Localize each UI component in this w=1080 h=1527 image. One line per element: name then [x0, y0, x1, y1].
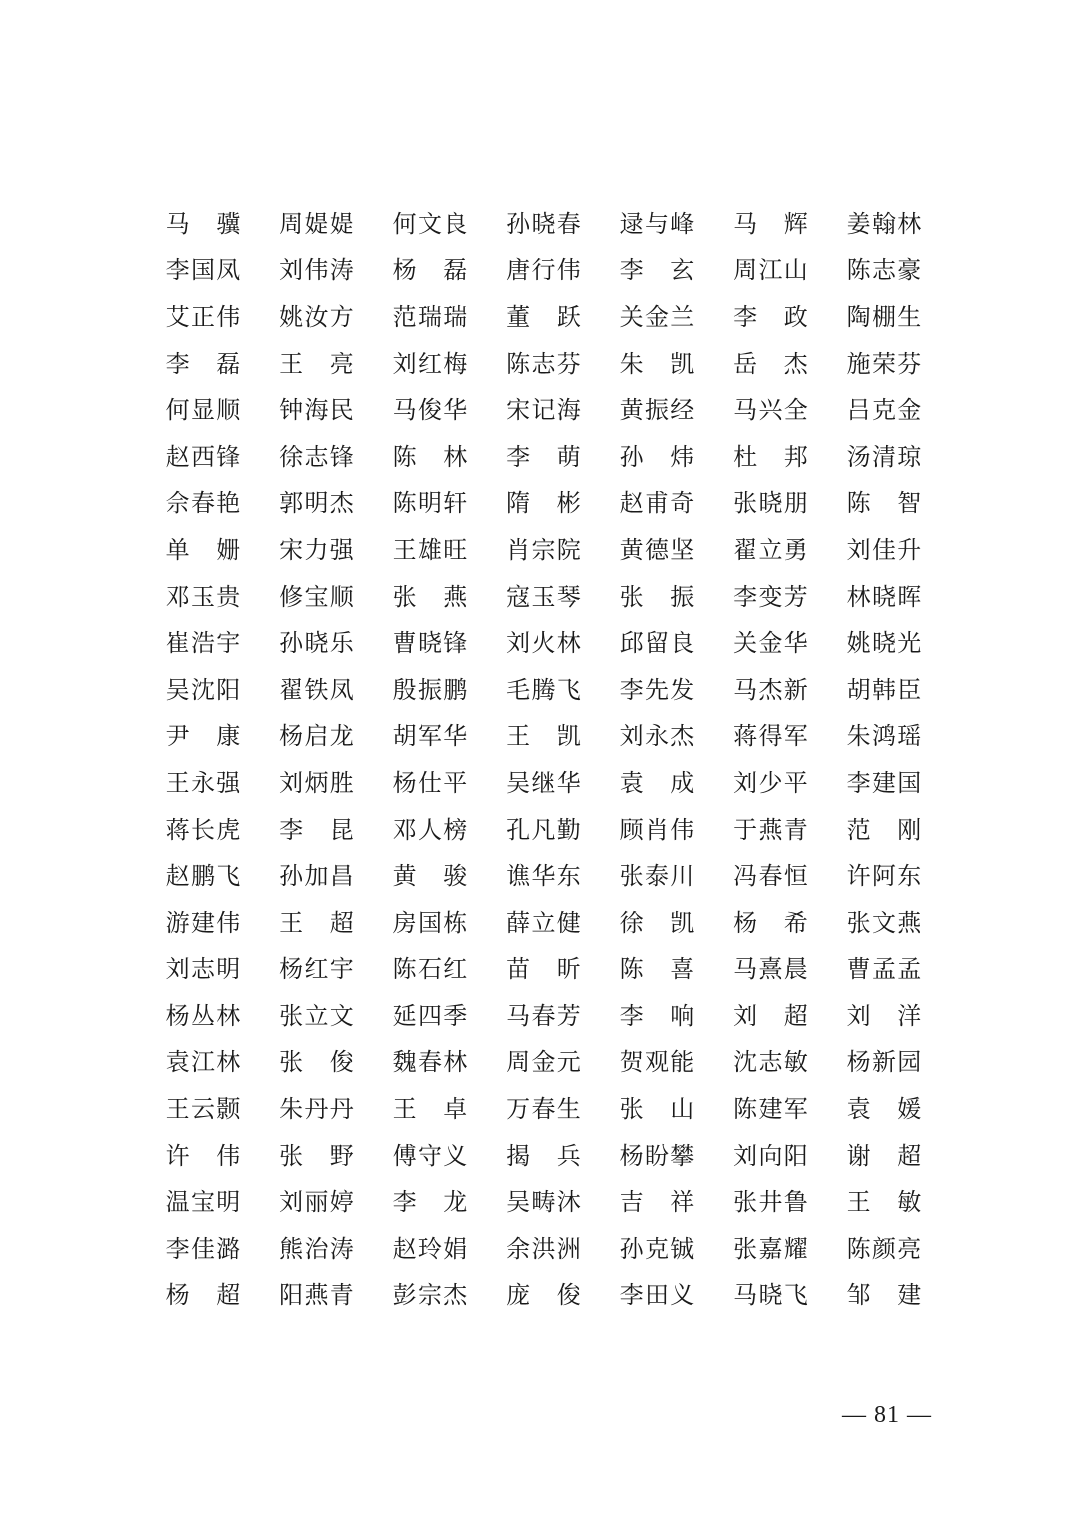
name-cell: 房 国 栋: [392, 908, 468, 937]
name-cell: 关 金 兰: [619, 302, 695, 331]
name-cell: 蒋 长 虎: [165, 815, 241, 844]
name-cell: 李 先 发: [619, 675, 695, 704]
name-cell: 张 泰 川: [619, 862, 695, 891]
name-cell: 袁 媛: [846, 1095, 922, 1124]
name-cell: 杨 新 园: [846, 1048, 922, 1077]
name-row: [165, 804, 925, 851]
name-cell: 沈 志 敏: [733, 1048, 808, 1077]
name-cell: 王 凯: [506, 722, 581, 751]
name-cell: 张 山: [619, 1095, 695, 1124]
name-cell: 范 瑞 瑞: [392, 302, 468, 331]
name-cell: 施 荣 芬: [846, 349, 922, 378]
name-row: [165, 1176, 925, 1223]
name-cell: 吕 克 金: [846, 396, 922, 425]
name-cell: 李 萌: [506, 442, 581, 471]
name-cell: 单 姗: [165, 535, 241, 564]
name-cell: 杨 盼 攀: [619, 1141, 695, 1170]
name-cell: 姜 翰 林: [846, 209, 922, 238]
name-cell: 孙 克 铖: [619, 1234, 695, 1263]
name-cell: 唐 行 伟: [506, 256, 581, 285]
name-cell: 朱 丹 丹: [279, 1095, 354, 1124]
name-cell: 游 建 伟: [165, 908, 241, 937]
name-row: [165, 1223, 925, 1270]
name-cell: 王 敏: [846, 1188, 922, 1217]
name-cell: 薛 立 健: [506, 908, 581, 937]
name-cell: 赵 甫 奇: [619, 489, 695, 518]
name-row: [165, 478, 925, 525]
name-cell: 杨 超: [165, 1281, 241, 1310]
name-cell: 陈 智: [846, 489, 922, 518]
name-cell: 胡 军 华: [392, 722, 468, 751]
name-cell: 张 立 文: [279, 1001, 354, 1030]
name-row: [165, 571, 925, 618]
name-list-grid: [165, 198, 925, 1316]
name-cell: 陈 建 军: [733, 1095, 808, 1124]
name-cell: 杨 磊: [392, 256, 468, 285]
name-row: [165, 245, 925, 292]
name-cell: 刘 红 梅: [392, 349, 468, 378]
name-cell: 顾 肖 伟: [619, 815, 695, 844]
name-cell: 杨 启 龙: [279, 722, 354, 751]
name-cell: 张 俊: [279, 1048, 354, 1077]
name-cell: 孙 加 昌: [279, 862, 354, 891]
name-cell: 吴 继 华: [506, 768, 581, 797]
name-cell: 吴 畴 沐: [506, 1188, 581, 1217]
name-cell: 孔 凡 勤: [506, 815, 581, 844]
name-cell: 关 金 华: [733, 629, 808, 658]
name-cell: 张 振: [619, 582, 695, 611]
name-cell: 李 田 义: [619, 1281, 695, 1310]
name-cell: 李 磊: [165, 349, 241, 378]
name-cell: 刘 洋: [846, 1001, 922, 1030]
name-cell: 谯 华 东: [506, 862, 581, 891]
name-cell: 孙 炜: [619, 442, 695, 471]
name-cell: 王 亮: [279, 349, 354, 378]
name-cell: 朱 鸿 瑶: [846, 722, 922, 751]
name-cell: 董 跃: [506, 302, 581, 331]
name-cell: 蒋 得 军: [733, 722, 808, 751]
name-row: [165, 617, 925, 664]
name-cell: 黄 德 坚: [619, 535, 695, 564]
name-cell: 陈 明 轩: [392, 489, 468, 518]
name-cell: 杨 丛 林: [165, 1001, 241, 1030]
name-cell: 刘 伟 涛: [279, 256, 354, 285]
name-cell: 张 井 鲁: [733, 1188, 808, 1217]
name-cell: 翟 立 勇: [733, 535, 808, 564]
name-cell: 佘 春 艳: [165, 489, 241, 518]
name-cell: 揭 兵: [506, 1141, 581, 1170]
name-cell: 傅 守 义: [392, 1141, 468, 1170]
name-row: [165, 1270, 925, 1317]
name-row: [165, 664, 925, 711]
name-cell: 陈 志 芬: [506, 349, 581, 378]
name-cell: 郭 明 杰: [279, 489, 354, 518]
name-cell: 宋 记 海: [506, 396, 581, 425]
name-row: [165, 291, 925, 338]
name-cell: 汤 清 琼: [846, 442, 922, 471]
name-cell: 岳 杰: [733, 349, 808, 378]
page-number: — 81 —: [842, 1402, 932, 1428]
name-cell: 杨 希: [733, 908, 808, 937]
name-cell: 寇 玉 琴: [506, 582, 581, 611]
name-cell: 彭 宗 杰: [392, 1281, 468, 1310]
name-cell: 黄 骏: [392, 862, 468, 891]
name-cell: 尹 康: [165, 722, 241, 751]
name-cell: 陈 志 豪: [846, 256, 922, 285]
name-cell: 王 云 颢: [165, 1095, 241, 1124]
name-cell: 曹 晓 锋: [392, 629, 468, 658]
name-row: [165, 897, 925, 944]
name-cell: 邓 人 榜: [392, 815, 468, 844]
name-cell: 万 春 生: [506, 1095, 581, 1124]
name-cell: 李 玄: [619, 256, 695, 285]
name-cell: 马 兴 全: [733, 396, 808, 425]
name-cell: 徐 凯: [619, 908, 695, 937]
name-cell: 张 嘉 耀: [733, 1234, 808, 1263]
name-cell: 胡 韩 臣: [846, 675, 922, 704]
name-cell: 徐 志 锋: [279, 442, 354, 471]
name-row: [165, 524, 925, 571]
name-cell: 周 媞 媞: [279, 209, 354, 238]
name-cell: 翟 铁 凤: [279, 675, 354, 704]
name-cell: 隋 彬: [506, 489, 581, 518]
name-row: [165, 944, 925, 991]
name-cell: 陈 喜: [619, 955, 695, 984]
name-cell: 李 建 国: [846, 768, 922, 797]
name-cell: 何 文 良: [392, 209, 468, 238]
name-cell: 刘 超: [733, 1001, 808, 1030]
name-cell: 袁 江 林: [165, 1048, 241, 1077]
name-row: [165, 757, 925, 804]
name-cell: 陶 棚 生: [846, 302, 922, 331]
name-cell: 李 龙: [392, 1188, 468, 1217]
name-cell: 许 伟: [165, 1141, 241, 1170]
name-cell: 陈 颜 亮: [846, 1234, 922, 1263]
name-cell: 马 骥: [165, 209, 241, 238]
name-cell: 吉 祥: [619, 1188, 695, 1217]
name-cell: 阳 燕 青: [279, 1281, 354, 1310]
name-cell: 李 佳 潞: [165, 1234, 241, 1263]
name-cell: 范 刚: [846, 815, 922, 844]
name-cell: 李 国 凤: [165, 256, 241, 285]
name-cell: 吴 沈 阳: [165, 675, 241, 704]
name-cell: 马 杰 新: [733, 675, 808, 704]
name-cell: 邱 留 良: [619, 629, 695, 658]
name-cell: 朱 凯: [619, 349, 695, 378]
name-cell: 熊 治 涛: [279, 1234, 354, 1263]
name-row: [165, 1130, 925, 1177]
name-cell: 刘 佳 升: [846, 535, 922, 564]
name-row: [165, 198, 925, 245]
name-cell: 张 文 燕: [846, 908, 922, 937]
name-cell: 马 春 芳: [506, 1001, 581, 1030]
name-cell: 赵 西 锋: [165, 442, 241, 471]
name-cell: 赵 玲 娟: [392, 1234, 468, 1263]
name-cell: 陈 林: [392, 442, 468, 471]
name-cell: 肖 宗 院: [506, 535, 581, 564]
name-cell: 张 燕: [392, 582, 468, 611]
name-cell: 刘 炳 胜: [279, 768, 354, 797]
name-cell: 林 晓 晖: [846, 582, 922, 611]
name-cell: 温 宝 明: [165, 1188, 241, 1217]
name-cell: 艾 正 伟: [165, 302, 241, 331]
name-cell: 刘 向 阳: [733, 1141, 808, 1170]
name-cell: 魏 春 林: [392, 1048, 468, 1077]
name-row: [165, 990, 925, 1037]
name-cell: 修 宝 顺: [279, 582, 354, 611]
name-cell: 马 俊 华: [392, 396, 468, 425]
name-cell: 黄 振 经: [619, 396, 695, 425]
name-cell: 赵 鹏 飞: [165, 862, 241, 891]
name-cell: 王 卓: [392, 1095, 468, 1124]
name-cell: 钟 海 民: [279, 396, 354, 425]
name-cell: 杨 仕 平: [392, 768, 468, 797]
name-cell: 刘 志 明: [165, 955, 241, 984]
name-cell: 马 辉: [733, 209, 808, 238]
name-cell: 姚 汝 方: [279, 302, 354, 331]
name-cell: 刘 少 平: [733, 768, 808, 797]
name-cell: 王 雄 旺: [392, 535, 468, 564]
name-cell: 李 响: [619, 1001, 695, 1030]
name-cell: 曹 孟 孟: [846, 955, 922, 984]
name-row: [165, 384, 925, 431]
name-cell: 孙 晓 春: [506, 209, 581, 238]
name-cell: 刘 永 杰: [619, 722, 695, 751]
name-cell: 冯 春 恒: [733, 862, 808, 891]
name-cell: 许 阿 东: [846, 862, 922, 891]
name-cell: 崔 浩 宇: [165, 629, 241, 658]
name-row: [165, 338, 925, 385]
name-row: [165, 431, 925, 478]
name-cell: 逯 与 峰: [619, 209, 695, 238]
name-cell: 毛 腾 飞: [506, 675, 581, 704]
name-cell: 延 四 季: [392, 1001, 468, 1030]
name-cell: 于 燕 青: [733, 815, 808, 844]
name-cell: 宋 力 强: [279, 535, 354, 564]
name-cell: 邹 建: [846, 1281, 922, 1310]
name-cell: 李 昆: [279, 815, 354, 844]
name-cell: 李 变 芳: [733, 582, 808, 611]
name-cell: 姚 晓 光: [846, 629, 922, 658]
name-cell: 马 晓 飞: [733, 1281, 808, 1310]
name-cell: 邓 玉 贵: [165, 582, 241, 611]
name-cell: 苗 昕: [506, 955, 581, 984]
name-row: [165, 1037, 925, 1084]
name-cell: 庞 俊: [506, 1281, 581, 1310]
name-cell: 陈 石 红: [392, 955, 468, 984]
name-cell: 王 超: [279, 908, 354, 937]
name-row: [165, 711, 925, 758]
name-cell: 杨 红 宇: [279, 955, 354, 984]
name-cell: 贺 观 能: [619, 1048, 695, 1077]
name-cell: 王 永 强: [165, 768, 241, 797]
name-cell: 周 江 山: [733, 256, 808, 285]
name-cell: 张 晓 朋: [733, 489, 808, 518]
name-cell: 周 金 元: [506, 1048, 581, 1077]
name-cell: 殷 振 鹏: [392, 675, 468, 704]
name-cell: 何 显 顺: [165, 396, 241, 425]
name-cell: 刘 火 林: [506, 629, 581, 658]
name-cell: 袁 成: [619, 768, 695, 797]
name-cell: 余 洪 洲: [506, 1234, 581, 1263]
name-cell: 马 熹 晨: [733, 955, 808, 984]
name-row: [165, 1083, 925, 1130]
name-cell: 谢 超: [846, 1141, 922, 1170]
name-cell: 孙 晓 乐: [279, 629, 354, 658]
name-row: [165, 850, 925, 897]
name-cell: 李 政: [733, 302, 808, 331]
name-cell: 张 野: [279, 1141, 354, 1170]
name-cell: 杜 邦: [733, 442, 808, 471]
name-cell: 刘 丽 婷: [279, 1188, 354, 1217]
